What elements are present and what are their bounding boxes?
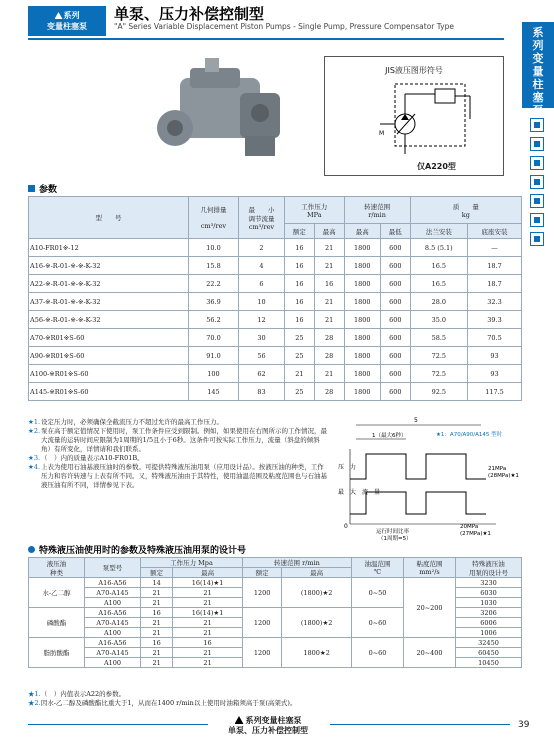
value-cell: 22.2	[189, 275, 239, 293]
col-min-flow	[239, 197, 285, 239]
model-cell: A37-※-R-01-※-※-K-32	[29, 293, 189, 311]
note-item	[28, 418, 328, 427]
value-cell: 56.2	[189, 311, 239, 329]
value-cell: 72.5	[410, 365, 467, 383]
pump-model-cell: A100	[85, 628, 141, 638]
design-cell: 6006	[456, 618, 522, 628]
special-fluid-table	[28, 557, 522, 668]
footer-line-1: 系列变量柱塞泵	[245, 716, 302, 725]
value-cell: 25	[285, 347, 315, 365]
chart-ylabel: 压 力	[338, 464, 357, 471]
value-cell: 1800	[344, 383, 380, 401]
col-pump-model: 泵型号	[85, 558, 141, 578]
rated-pressure-cell: 21	[141, 658, 173, 668]
col-model: 型 号	[29, 197, 189, 239]
note-mark: ★2.	[28, 699, 41, 707]
section-marker-icon	[28, 546, 35, 553]
visc-cell: 20~200	[404, 578, 456, 638]
col-special-speed-rated: 额定	[242, 568, 281, 578]
design-cell: 3230	[456, 578, 522, 588]
table-row	[29, 275, 522, 293]
visc-unit: mm²/s	[419, 568, 440, 576]
value-cell: 117.5	[467, 383, 521, 401]
value-cell: 92.5	[410, 383, 467, 401]
value-cell: 91.0	[189, 347, 239, 365]
jis-title: JIS液压图形符号	[385, 66, 443, 75]
table-row	[29, 293, 522, 311]
rated-pressure-cell: 16	[141, 638, 173, 648]
jis-symbol-box	[324, 56, 504, 176]
model-cell: A145-※R01※S-60	[29, 383, 189, 401]
value-cell: 16	[285, 257, 315, 275]
pump-model-cell: A100	[85, 658, 141, 668]
value-cell: 1800	[344, 275, 380, 293]
value-cell: 28.0	[410, 293, 467, 311]
design-cell: 10450	[456, 658, 522, 668]
table-row	[29, 383, 522, 401]
chart-ylabel2: 最 大 流 量	[338, 489, 381, 496]
col-special-speed: 转速范围 r/min	[242, 558, 351, 568]
series-badge	[28, 6, 106, 36]
max-pressure-cell: 21	[173, 658, 243, 668]
value-cell: 16	[285, 293, 315, 311]
table-row	[29, 239, 522, 257]
value-cell: 12	[239, 311, 285, 329]
side-tab-char: 泵	[532, 104, 544, 117]
pump-model-cell: A16-A56	[85, 608, 141, 618]
fluid-cell: 脂肪酸酯	[29, 638, 85, 668]
params-table	[28, 196, 522, 401]
value-cell: 62	[239, 365, 285, 383]
table-row	[29, 365, 522, 383]
max-pressure-cell: 21	[173, 598, 243, 608]
speed-rated-cell: 1200	[242, 608, 281, 638]
section-params-label: 参数	[39, 185, 58, 195]
col-temp	[352, 558, 404, 578]
min-flow-unit: cm³/rev	[248, 222, 275, 231]
col-fluid: 液压油 种类	[29, 558, 85, 578]
col-mass-flange: 法兰安装	[410, 224, 467, 239]
temp-cell: 0~50	[352, 578, 404, 608]
rated-pressure-cell: 21	[141, 618, 173, 628]
max-pressure-cell: 16(14)★1	[173, 578, 243, 588]
note-item	[28, 454, 328, 463]
fluid-cell: 水-乙二醇	[29, 578, 85, 608]
model-cell: A10-FR01※-12	[29, 239, 189, 257]
value-cell: 16	[285, 311, 315, 329]
col-pressure: 工作压力 MPa	[285, 197, 345, 224]
side-tab-char: 塞	[532, 91, 544, 104]
value-cell: 600	[380, 293, 410, 311]
value-cell: 93	[467, 365, 521, 383]
rated-pressure-cell: 14	[141, 578, 173, 588]
value-cell: 600	[380, 383, 410, 401]
max-pressure-cell: 21	[173, 588, 243, 598]
model-cell: A90-※R01※S-60	[29, 347, 189, 365]
side-icon	[530, 232, 544, 246]
value-cell: 35.0	[410, 311, 467, 329]
col-special-speed-max: 最高	[282, 568, 352, 578]
side-tab-char: 系	[532, 26, 544, 39]
value-cell: 600	[380, 329, 410, 347]
value-cell: 600	[380, 347, 410, 365]
value-cell: 28	[314, 383, 344, 401]
pump-model-cell: A100	[85, 598, 141, 608]
table-row	[29, 578, 522, 588]
side-tab[interactable]	[522, 22, 554, 117]
value-cell: 30	[239, 329, 285, 347]
note-mark: ★3.	[28, 454, 41, 462]
value-cell: 1800	[344, 293, 380, 311]
note-text: 设定压力时，必须确保全截流压力不超过允许的最高工作压力。	[41, 418, 223, 426]
col-mass-foot: 底座安装	[467, 224, 521, 239]
pump-model-cell: A70-A145	[85, 588, 141, 598]
note-text: 因水-乙二醇及磷酸酯比重大于1，从而在1400 r/min以上使用时油箱须高于泵(高架式)。	[40, 699, 297, 707]
value-cell: 1800	[344, 329, 380, 347]
note-mark: ★1.	[28, 418, 41, 426]
value-cell: 21	[314, 311, 344, 329]
value-cell: 10.0	[189, 239, 239, 257]
value-cell: 600	[380, 257, 410, 275]
pump-model-cell: A16-A56	[85, 578, 141, 588]
disp-label: 几何排量	[200, 206, 227, 214]
side-icon	[530, 213, 544, 227]
value-cell: 6	[239, 275, 285, 293]
note-mark: ★1.	[28, 690, 41, 698]
footer-rule	[330, 724, 510, 725]
header-rule	[28, 38, 504, 40]
value-cell: 56	[239, 347, 285, 365]
value-cell: 21	[314, 257, 344, 275]
svg-text:M: M	[379, 130, 385, 137]
speed-rated-cell: 1200	[242, 638, 281, 668]
footer-line-2: 单泵、压力补偿控制型	[228, 726, 308, 735]
note-mark: ★4.	[28, 463, 41, 471]
chart-lo-label2: (27MPa)★1	[460, 531, 491, 537]
page-subtitle: "A" Series Variable Displacement Piston Pumps - Single Pump, Pressure Compensator Type	[114, 22, 454, 31]
special-notes	[28, 690, 296, 708]
max-pressure-cell: 16(14)★1	[173, 608, 243, 618]
visc-label: 粘度范围	[416, 560, 443, 568]
temp-label: 油温范围	[364, 560, 391, 568]
design-cell: 1030	[456, 598, 522, 608]
value-cell: 16	[285, 239, 315, 257]
value-cell: 25	[285, 329, 315, 347]
speed-rated-cell: 1200	[242, 578, 281, 608]
min-flow-label: 最 小 调节流量	[248, 205, 275, 223]
side-tab-char: 变	[532, 52, 544, 65]
rated-pressure-cell: 21	[141, 648, 173, 658]
note-item	[28, 427, 328, 454]
col-speed-min: 最低	[380, 224, 410, 239]
value-cell: 16.5	[410, 275, 467, 293]
value-cell: 21	[314, 239, 344, 257]
table-row	[29, 347, 522, 365]
design-cell: 1006	[456, 628, 522, 638]
side-icon	[530, 156, 544, 170]
note-text: 上表为使用石油基液压油时的参数。可提供特殊液压油用泵（应用设计品）。按液压油的种类，工作压力和容许转速与上表有所不同。又，特殊液压油由于其特性，使用油温范围及粘度范围也与石油基液压油有所不同，详情参见下表。	[41, 463, 327, 489]
value-cell: 2	[239, 239, 285, 257]
value-cell: 93	[467, 347, 521, 365]
col-mass: 质 量 kg	[410, 197, 521, 224]
side-tab-char: 量	[532, 65, 544, 78]
note-item	[28, 463, 328, 490]
section-special-label: 特殊液压油使用时的参数及特殊液压油用泵的设计号	[39, 546, 247, 556]
design-cell: 3206	[456, 608, 522, 618]
rated-pressure-cell: 21	[141, 628, 173, 638]
col-displacement	[189, 197, 239, 239]
hydraulic-symbol-icon	[345, 79, 485, 159]
value-cell: 15.8	[189, 257, 239, 275]
col-speed-max: 最高	[344, 224, 380, 239]
col-visc	[404, 558, 456, 578]
badge-line-2: 变量柱塞泵	[47, 22, 87, 31]
model-cell: A100-※R01※S-60	[29, 365, 189, 383]
value-cell: 600	[380, 311, 410, 329]
value-cell: 36.9	[189, 293, 239, 311]
chart-xlabel: 运行时间比率	[376, 529, 410, 535]
note-item	[28, 699, 296, 708]
pump-model-cell: A70-A145	[85, 618, 141, 628]
max-pressure-cell: 21	[173, 628, 243, 638]
section-params	[28, 182, 57, 195]
chart-lo-label: 20MPa	[460, 524, 479, 530]
note-mark: ★2.	[28, 427, 41, 435]
value-cell: 1800	[344, 257, 380, 275]
speed-max-cell: (1800)★2	[282, 608, 352, 638]
value-cell: 16	[314, 275, 344, 293]
pump-model-cell: A70-A145	[85, 648, 141, 658]
rated-pressure-cell: 21	[141, 588, 173, 598]
pump-photo	[150, 58, 290, 168]
value-cell: 600	[380, 239, 410, 257]
side-icon	[530, 118, 544, 132]
value-cell: 1800	[344, 311, 380, 329]
value-cell: 145	[189, 383, 239, 401]
footer-rule	[28, 724, 208, 725]
value-cell: 28	[314, 347, 344, 365]
section-special	[28, 543, 246, 556]
chart-hi-label: 21MPa	[488, 466, 507, 472]
value-cell: 4	[239, 257, 285, 275]
value-cell: 100	[189, 365, 239, 383]
badge-line-1: 系列	[63, 11, 80, 20]
value-cell: 600	[380, 365, 410, 383]
chart-zero: 0	[344, 523, 348, 530]
value-cell: 10	[239, 293, 285, 311]
notes	[28, 418, 328, 490]
value-cell: 600	[380, 275, 410, 293]
brand-logo-icon	[235, 716, 244, 724]
chart-xlabel2: （1周期=5）	[378, 536, 412, 542]
value-cell: 70.0	[189, 329, 239, 347]
value-cell: 1800	[344, 239, 380, 257]
note-item	[28, 690, 296, 699]
design-cell: 60450	[456, 648, 522, 658]
value-cell: —	[467, 239, 521, 257]
model-cell: A56-※-R-01-※-※-K-32	[29, 311, 189, 329]
max-pressure-cell: 21	[173, 618, 243, 628]
value-cell: 39.3	[467, 311, 521, 329]
max-pressure-cell: 21	[173, 648, 243, 658]
chart-sub-label: 1（最大6秒）	[372, 433, 407, 439]
value-cell: 83	[239, 383, 285, 401]
rated-pressure-cell: 21	[141, 598, 173, 608]
pump-model-cell: A16-A56	[85, 638, 141, 648]
table-row	[29, 329, 522, 347]
side-icon	[530, 175, 544, 189]
col-special-max: 最高	[173, 568, 243, 578]
page-number: 39	[518, 720, 530, 730]
operating-cycle-chart	[336, 414, 526, 544]
chart-series-note: ★1：A70/A90/A145 型时	[436, 432, 503, 438]
model-cell: A70-※R01※S-60	[29, 329, 189, 347]
fluid-cell: 磷酸酯	[29, 608, 85, 638]
value-cell: 70.5	[467, 329, 521, 347]
col-speed: 转速范围 r/min	[344, 197, 410, 224]
model-cell: A16-※-R-01-※-※-K-32	[29, 257, 189, 275]
speed-max-cell: (1800)★2	[282, 578, 352, 608]
footer-title	[210, 716, 326, 736]
section-marker-icon	[28, 185, 35, 192]
side-tab-char: 列	[532, 39, 544, 52]
value-cell: 16.5	[410, 257, 467, 275]
col-special-pressure: 工作压力 Mpa	[141, 558, 243, 568]
max-pressure-cell: 16	[173, 638, 243, 648]
side-icon	[530, 194, 544, 208]
model-cell: A22-※-R-01-※-※-K-32	[29, 275, 189, 293]
value-cell: 1800	[344, 347, 380, 365]
value-cell: 1800	[344, 365, 380, 383]
note-text: （ ）内值表示A22的参数。	[40, 690, 126, 698]
value-cell: 21	[314, 365, 344, 383]
col-pressure-rated: 额定	[285, 224, 315, 239]
col-design: 特殊液压油 用泵的设计号	[456, 558, 522, 578]
value-cell: 18.7	[467, 257, 521, 275]
value-cell: 25	[285, 383, 315, 401]
value-cell: 16	[285, 275, 315, 293]
jis-caption: 仅A220型	[417, 162, 456, 171]
side-icon-strip	[530, 118, 550, 251]
speed-max-cell: 1800★2	[282, 638, 352, 668]
design-cell: 6030	[456, 588, 522, 598]
chart-top-label: 5	[414, 417, 418, 424]
value-cell: 32.3	[467, 293, 521, 311]
value-cell: 21	[314, 293, 344, 311]
side-tab-char: 柱	[532, 78, 544, 91]
col-special-rated: 额定	[141, 568, 173, 578]
value-cell: 8.5 (5.1)	[410, 239, 467, 257]
note-text: （ ）内的质量表示A10-FR01B。	[41, 454, 144, 462]
visc-cell: 20~400	[404, 638, 456, 668]
value-cell: 21	[285, 365, 315, 383]
value-cell: 72.5	[410, 347, 467, 365]
value-cell: 58.5	[410, 329, 467, 347]
rated-pressure-cell: 16	[141, 608, 173, 618]
note-text: 泵在高于额定值情况下使用时，泵工作条件应受到限制。例如，如果使用在右图所示的工作情况，最大流量的运转时间应限制为1周期的1/5且小于6秒。这条件可按实际工作压力，流量（斜盘的倾斜角）有所变化，详情请和我们联系。	[41, 427, 327, 453]
col-pressure-max: 最高	[314, 224, 344, 239]
value-cell: 18.7	[467, 275, 521, 293]
brand-logo-icon	[55, 12, 63, 19]
side-icon	[530, 137, 544, 151]
temp-cell: 0~60	[352, 608, 404, 638]
chart-hi-label2: (28MPa)★1	[488, 473, 519, 479]
temp-cell: 0~60	[352, 638, 404, 668]
table-row	[29, 311, 522, 329]
page-title: 单泵、压力补偿控制型	[114, 5, 265, 23]
value-cell: 28	[314, 329, 344, 347]
table-row	[29, 638, 522, 648]
design-cell: 32450	[456, 638, 522, 648]
table-row	[29, 257, 522, 275]
temp-unit: ℃	[373, 568, 382, 576]
disp-unit: cm³/rev	[200, 222, 227, 230]
